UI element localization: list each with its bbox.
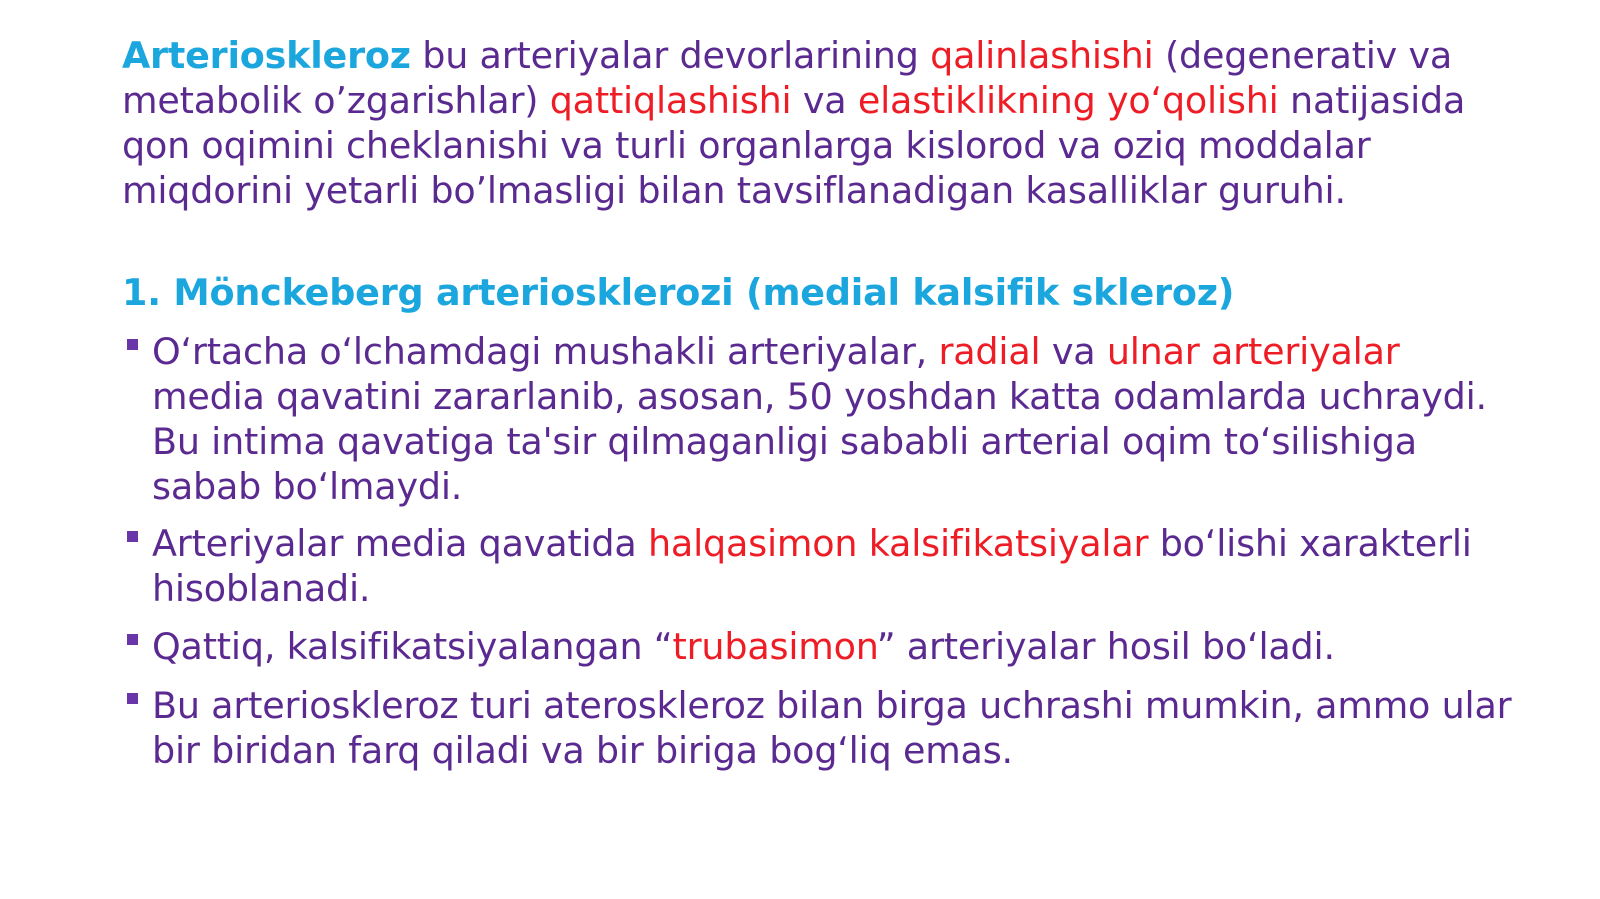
intro-text-2: (degenerativ va metabolik o’zgarishlar) — [122, 34, 1453, 122]
bullet-4-text-1: Bu arterioskleroz turi ateroskleroz bilan birga uchrashi mumkin, ammo ular bir biridan farq qiladi va bir biriga bog‘liq emas. — [152, 684, 1512, 772]
intro-text-4: natijasida qon oqimini cheklanishi va turli organlarga kislorod va oziq moddalar miqdorini yetarli bo’lmasligi bilan tavsiflanadigan kasalliklar guruhi. — [122, 79, 1466, 212]
bullet-1-highlight-2: ulnar arteriyalar — [1106, 330, 1400, 373]
bullet-item-1 — [152, 329, 1512, 509]
intro-paragraph — [122, 33, 1512, 213]
intro-term: Arterioskleroz — [122, 34, 411, 77]
bullet-marker — [127, 339, 138, 350]
bullet-item-2 — [152, 521, 1512, 611]
bullet-3-text-2: ” arteriyalar hosil bo‘ladi. — [876, 625, 1335, 668]
bullet-marker — [127, 634, 138, 645]
bullet-1-highlight-1: radial — [938, 330, 1041, 373]
bullet-3-highlight-1: trubasimon — [672, 625, 877, 668]
bullet-item-3 — [152, 624, 1512, 669]
intro-text-3: va — [791, 79, 858, 122]
bullet-2-highlight-1: halqasimon kalsifikatsiyalar — [647, 522, 1149, 565]
bullet-marker — [127, 693, 138, 704]
bullet-1-text-1: O‘rtacha o‘lchamdagi mushakli arteriyalar, — [152, 330, 939, 373]
bullet-2-text-2: bo‘lishi xarakterli hisoblanadi. — [152, 522, 1472, 610]
intro-highlight-2: qattiqlashishi — [549, 79, 792, 122]
bullet-1-text-2: va — [1040, 330, 1107, 373]
intro-text-1: bu arteriyalar devorlarining — [410, 34, 931, 77]
section-heading: 1. Mönckeberg arteriosklerozi (medial kalsifik skleroz) — [122, 271, 1235, 314]
bullet-1-text-3: media qavatini zararlanib, asosan, 50 yoshdan katta odamlarda uchraydi. Bu intima qavatiga ta'sir qilmaganligi sababli arterial oqim to‘silishiga sabab bo‘lmaydi. — [152, 375, 1487, 508]
intro-highlight-1: qalinlashishi — [930, 34, 1154, 77]
bullet-3-text-1: Qattiq, kalsifikatsiyalangan “ — [152, 625, 673, 668]
bullet-marker — [127, 531, 138, 542]
bullet-item-4 — [152, 683, 1512, 773]
bullet-2-text-1: Arteriyalar media qavatida — [152, 522, 648, 565]
intro-highlight-3: elastiklikning yo‘qolishi — [857, 79, 1279, 122]
